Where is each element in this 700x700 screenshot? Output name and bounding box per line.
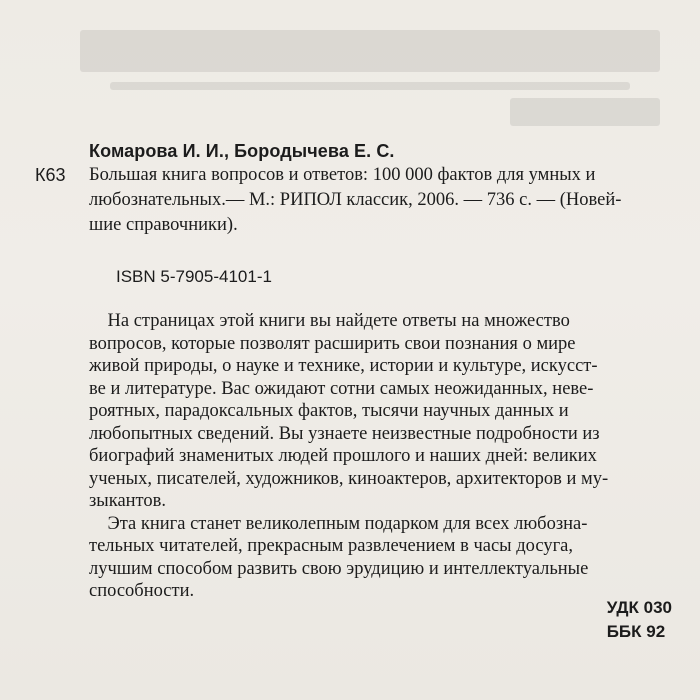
biblio-line: любознательных.— М.: РИПОЛ классик, 2006. — 736 с. — (Новей- — [89, 190, 622, 210]
classification-codes — [607, 596, 672, 644]
abstract-line: биографий знаменитых людей прошлого и наших дней: великих — [89, 446, 597, 466]
abstract-line: ве и литературе. Вас ожидают сотни самых неожиданных, неве- — [89, 378, 594, 399]
catalog-code: К63 — [35, 165, 66, 185]
abstract-line: лучшим способом развить свою эрудицию и интеллектуальные — [89, 558, 589, 579]
abstract-line: зыкантов. — [89, 491, 167, 511]
bibliographic-description — [89, 163, 689, 238]
biblio-line: шие справочники). — [89, 215, 238, 235]
abstract-line: вопросов, которые позволят расширить свои познания о мире — [89, 333, 576, 354]
abstract-text — [89, 310, 689, 603]
abstract-line: живой природы, о науке и технике, истории и культуре, искусст- — [89, 356, 598, 376]
bleed-through-shadow — [70, 20, 670, 130]
udk-code: УДК 030 — [606, 598, 672, 617]
isbn: ISBN 5-7905-4101-1 — [116, 267, 272, 286]
abstract-line: На страницах этой книги вы найдете ответы на множество — [89, 311, 570, 331]
abstract-line: тельных читателей, прекрасным развлечением в часы досуга, — [89, 536, 573, 556]
bbk-code: ББК 92 — [606, 622, 666, 641]
abstract-line: ученых, писателей, художников, киноактеров, архитекторов и му- — [89, 468, 609, 489]
abstract-line: способности. — [89, 581, 195, 601]
abstract-line: Эта книга станет великолепным подарком для всех любозна- — [89, 513, 588, 534]
author-heading: Комарова И. И., Бородычева Е. С. — [89, 141, 395, 161]
abstract-line: роятных, парадоксальных фактов, тысячи научных данных и — [89, 401, 569, 421]
abstract-line: любопытных сведений. Вы узнаете неизвестные подробности из — [89, 423, 600, 444]
biblio-line: Большая книга вопросов и ответов: 100 000 фактов для умных и — [89, 165, 596, 185]
